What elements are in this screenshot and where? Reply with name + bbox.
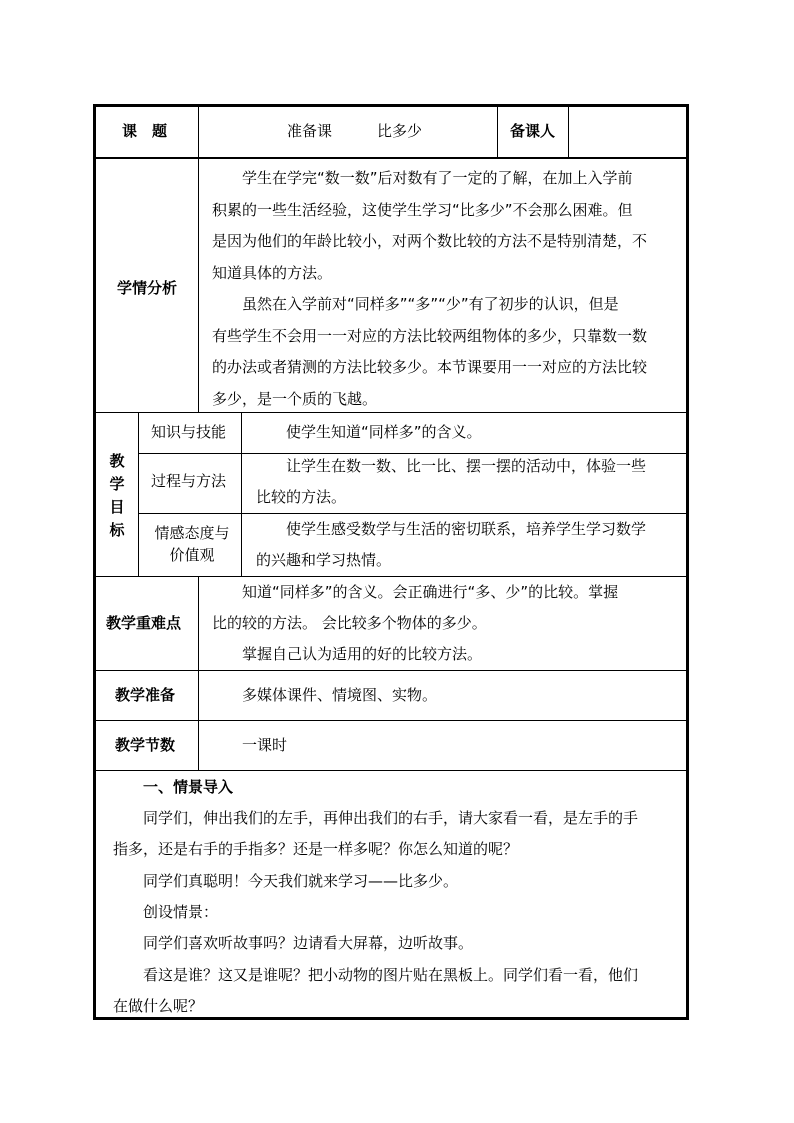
row-divider: [93, 720, 689, 721]
key-points-label: 教学重难点: [106, 614, 182, 632]
column-divider: [497, 104, 498, 157]
preparation-label: 教学准备: [115, 686, 176, 704]
preparer-label: 备课人: [510, 122, 556, 140]
process-line: 同学们，伸出我们的左手，再伸出我们的右手，请大家看一看，是左手的手: [113, 809, 639, 827]
process-line: 在做什么呢？: [113, 997, 204, 1015]
analysis-line: 有些学生不会用一一对应的方法比较两组物体的多少，只靠数一数: [212, 326, 648, 345]
row-divider: [93, 670, 689, 671]
objective-text-process: 让学生在数一数、比一比、摆一摆的活动中，体验一些: [256, 457, 647, 475]
process-line: 指多，还是右手的手指多？还是一样多呢？你怎么知道的呢？: [113, 840, 519, 858]
key-points-line: 比的较的方法。 会比较多个物体的多少。: [212, 614, 487, 632]
analysis-line: 积累的一些生活经验，这使学生学习“比多少”不会那么困难。但: [212, 200, 633, 219]
analysis-label: 学情分析: [117, 279, 178, 297]
column-divider: [568, 104, 569, 157]
process-line: 同学们喜欢听故事吗？边请看大屏幕，边听故事。: [113, 934, 474, 952]
objective-name-knowledge: 知识与技能: [151, 423, 227, 441]
lesson-title: 准备课 比多少: [287, 122, 423, 140]
objective-name-emotion: 情感态度与 价值观: [154, 524, 230, 564]
analysis-line: 虽然在入学前对“同样多”“多”“少”有了初步的认识，但是: [212, 295, 619, 313]
process-line: 同学们真聪明！今天我们就来学习——比多少。: [113, 872, 459, 890]
process-heading: 一、情景导入: [113, 778, 234, 796]
key-points-line: 掌握自己认为适用的好的比较方法。: [212, 645, 483, 663]
preparation-value: 多媒体课件、情境图、实物。: [212, 686, 438, 704]
objective-text-knowledge: 使学生知道“同样多”的含义。: [256, 423, 482, 441]
topic-label: 课 题: [122, 122, 168, 140]
process-line: 看这是谁？这又是谁呢？把小动物的图片贴在黑板上。同学们看一看，他们: [113, 966, 639, 984]
analysis-line: 学生在学完“数一数”后对数有了一定的了解，在加上入学前: [212, 169, 633, 187]
objective-text-emotion: 使学生感受数学与生活的密切联系，培养学生学习数学: [256, 520, 647, 538]
key-points-line: 知道“同样多”的含义。会正确进行“多、少”的比较。掌握: [212, 583, 619, 601]
row-divider: [93, 157, 689, 159]
analysis-line: 多少，是一个质的飞越。: [212, 389, 378, 408]
analysis-line: 知道具体的方法。: [212, 263, 333, 282]
periods-label: 教学节数: [115, 736, 176, 754]
analysis-line: 的办法或者猜测的方法比较多少。本节课要用一一对应的方法比较: [212, 358, 648, 376]
column-divider: [198, 576, 199, 770]
analysis-line: 是因为他们的年龄比较小，对两个数比较的方法不是特别清楚，不: [212, 232, 648, 250]
row-divider: [93, 770, 689, 771]
analysis-text: [212, 163, 682, 415]
column-divider: [198, 104, 199, 412]
objectives-label: 教 学 目 标: [109, 452, 125, 539]
column-divider: [138, 412, 139, 576]
process-line: 创设情景：: [113, 903, 219, 921]
objective-text-process: 比较的方法。: [256, 488, 347, 506]
column-divider: [241, 412, 242, 576]
periods-value: 一课时: [212, 736, 288, 754]
objective-name-process: 过程与方法: [151, 472, 227, 490]
objective-text-emotion: 的兴趣和学习热情。: [256, 551, 392, 569]
